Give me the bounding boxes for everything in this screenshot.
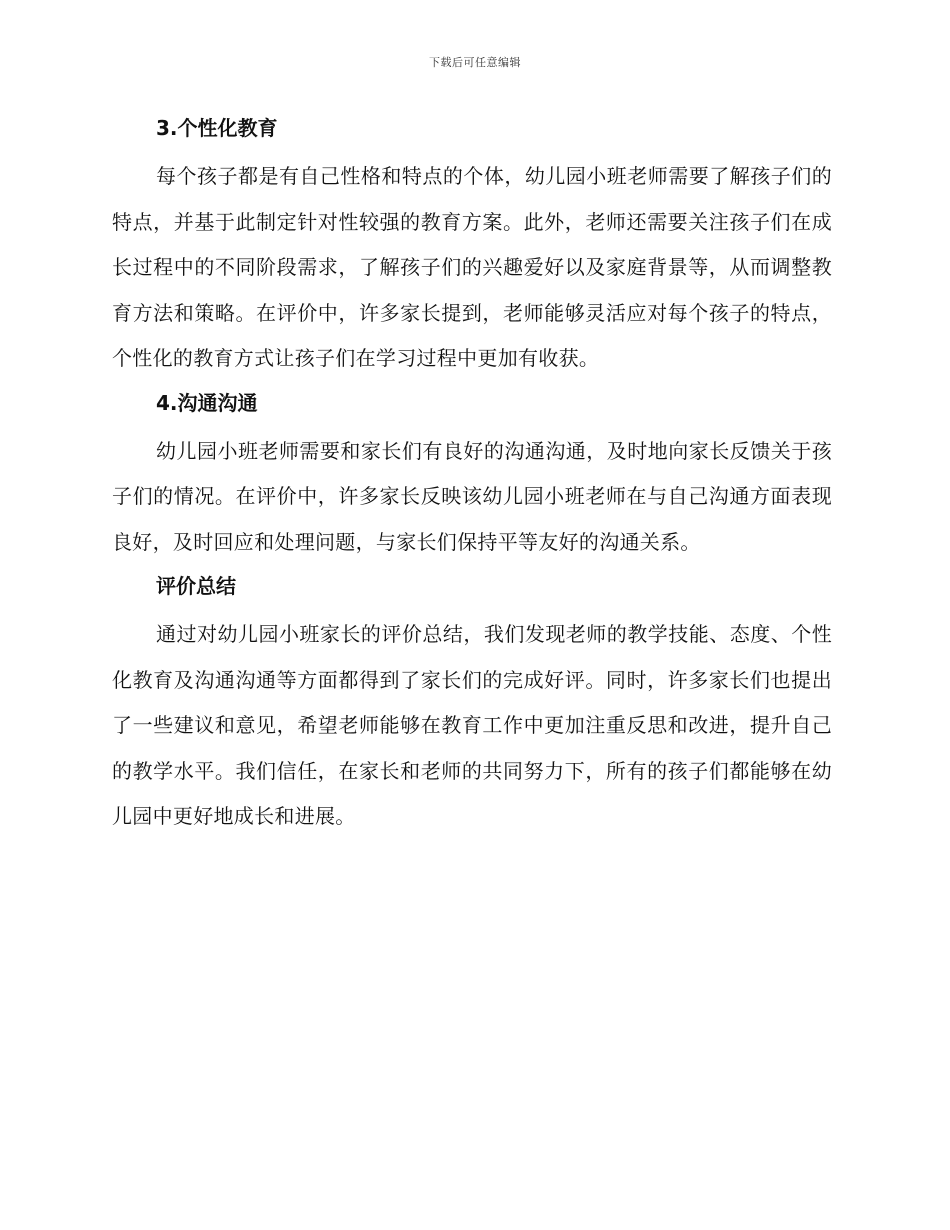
section-paragraph: 通过对幼儿园小班家长的评价总结，我们发现老师的教学技能、态度、个性化教育及沟通沟通等方面都得到了家长们的完成好评。同时，许多家长们也提出了一些建议和意见，希望老师能够在教育工作中更加注重反思和改进，提升自己的教学水平。我们信任，在家长和老师的共同努力下，所有的孩子们都能够在幼儿园中更好地成长和进展。 (112, 622, 832, 828)
section-paragraph: 每个孩子都是有自己性格和特点的个体，幼儿园小班老师需要了解孩子们的特点，并基于此制定针对性较强的教育方案。此外，老师还需要关注孩子们在成长过程中的不同阶段需求，了解孩子们的兴趣爱好以及家庭背景等，从而调整教育方法和策略。在评价中，许多家长提到，老师能够灵活应对每个孩子的特点，个性化的教育方式让孩子们在学习过程中更加有收获。 (112, 164, 832, 370)
section-communication (112, 385, 832, 566)
section-paragraph: 幼儿园小班老师需要和家长们有良好的沟通沟通，及时地向家长反馈关于孩子们的情况。在评价中，许多家长反映该幼儿园小班老师在与自己沟通方面表现良好，及时回应和处理问题，与家长们保持平等友好的沟通关系。 (112, 438, 832, 554)
section-personalized-education (112, 110, 832, 382)
page-header-note: 下载后可任意编辑 (429, 56, 521, 69)
document-body (112, 110, 832, 843)
section-summary (112, 568, 832, 840)
section-heading: 评价总结 (156, 574, 236, 598)
section-heading: 3.个性化教育 (156, 116, 278, 140)
section-heading: 4.沟通沟通 (156, 390, 258, 415)
